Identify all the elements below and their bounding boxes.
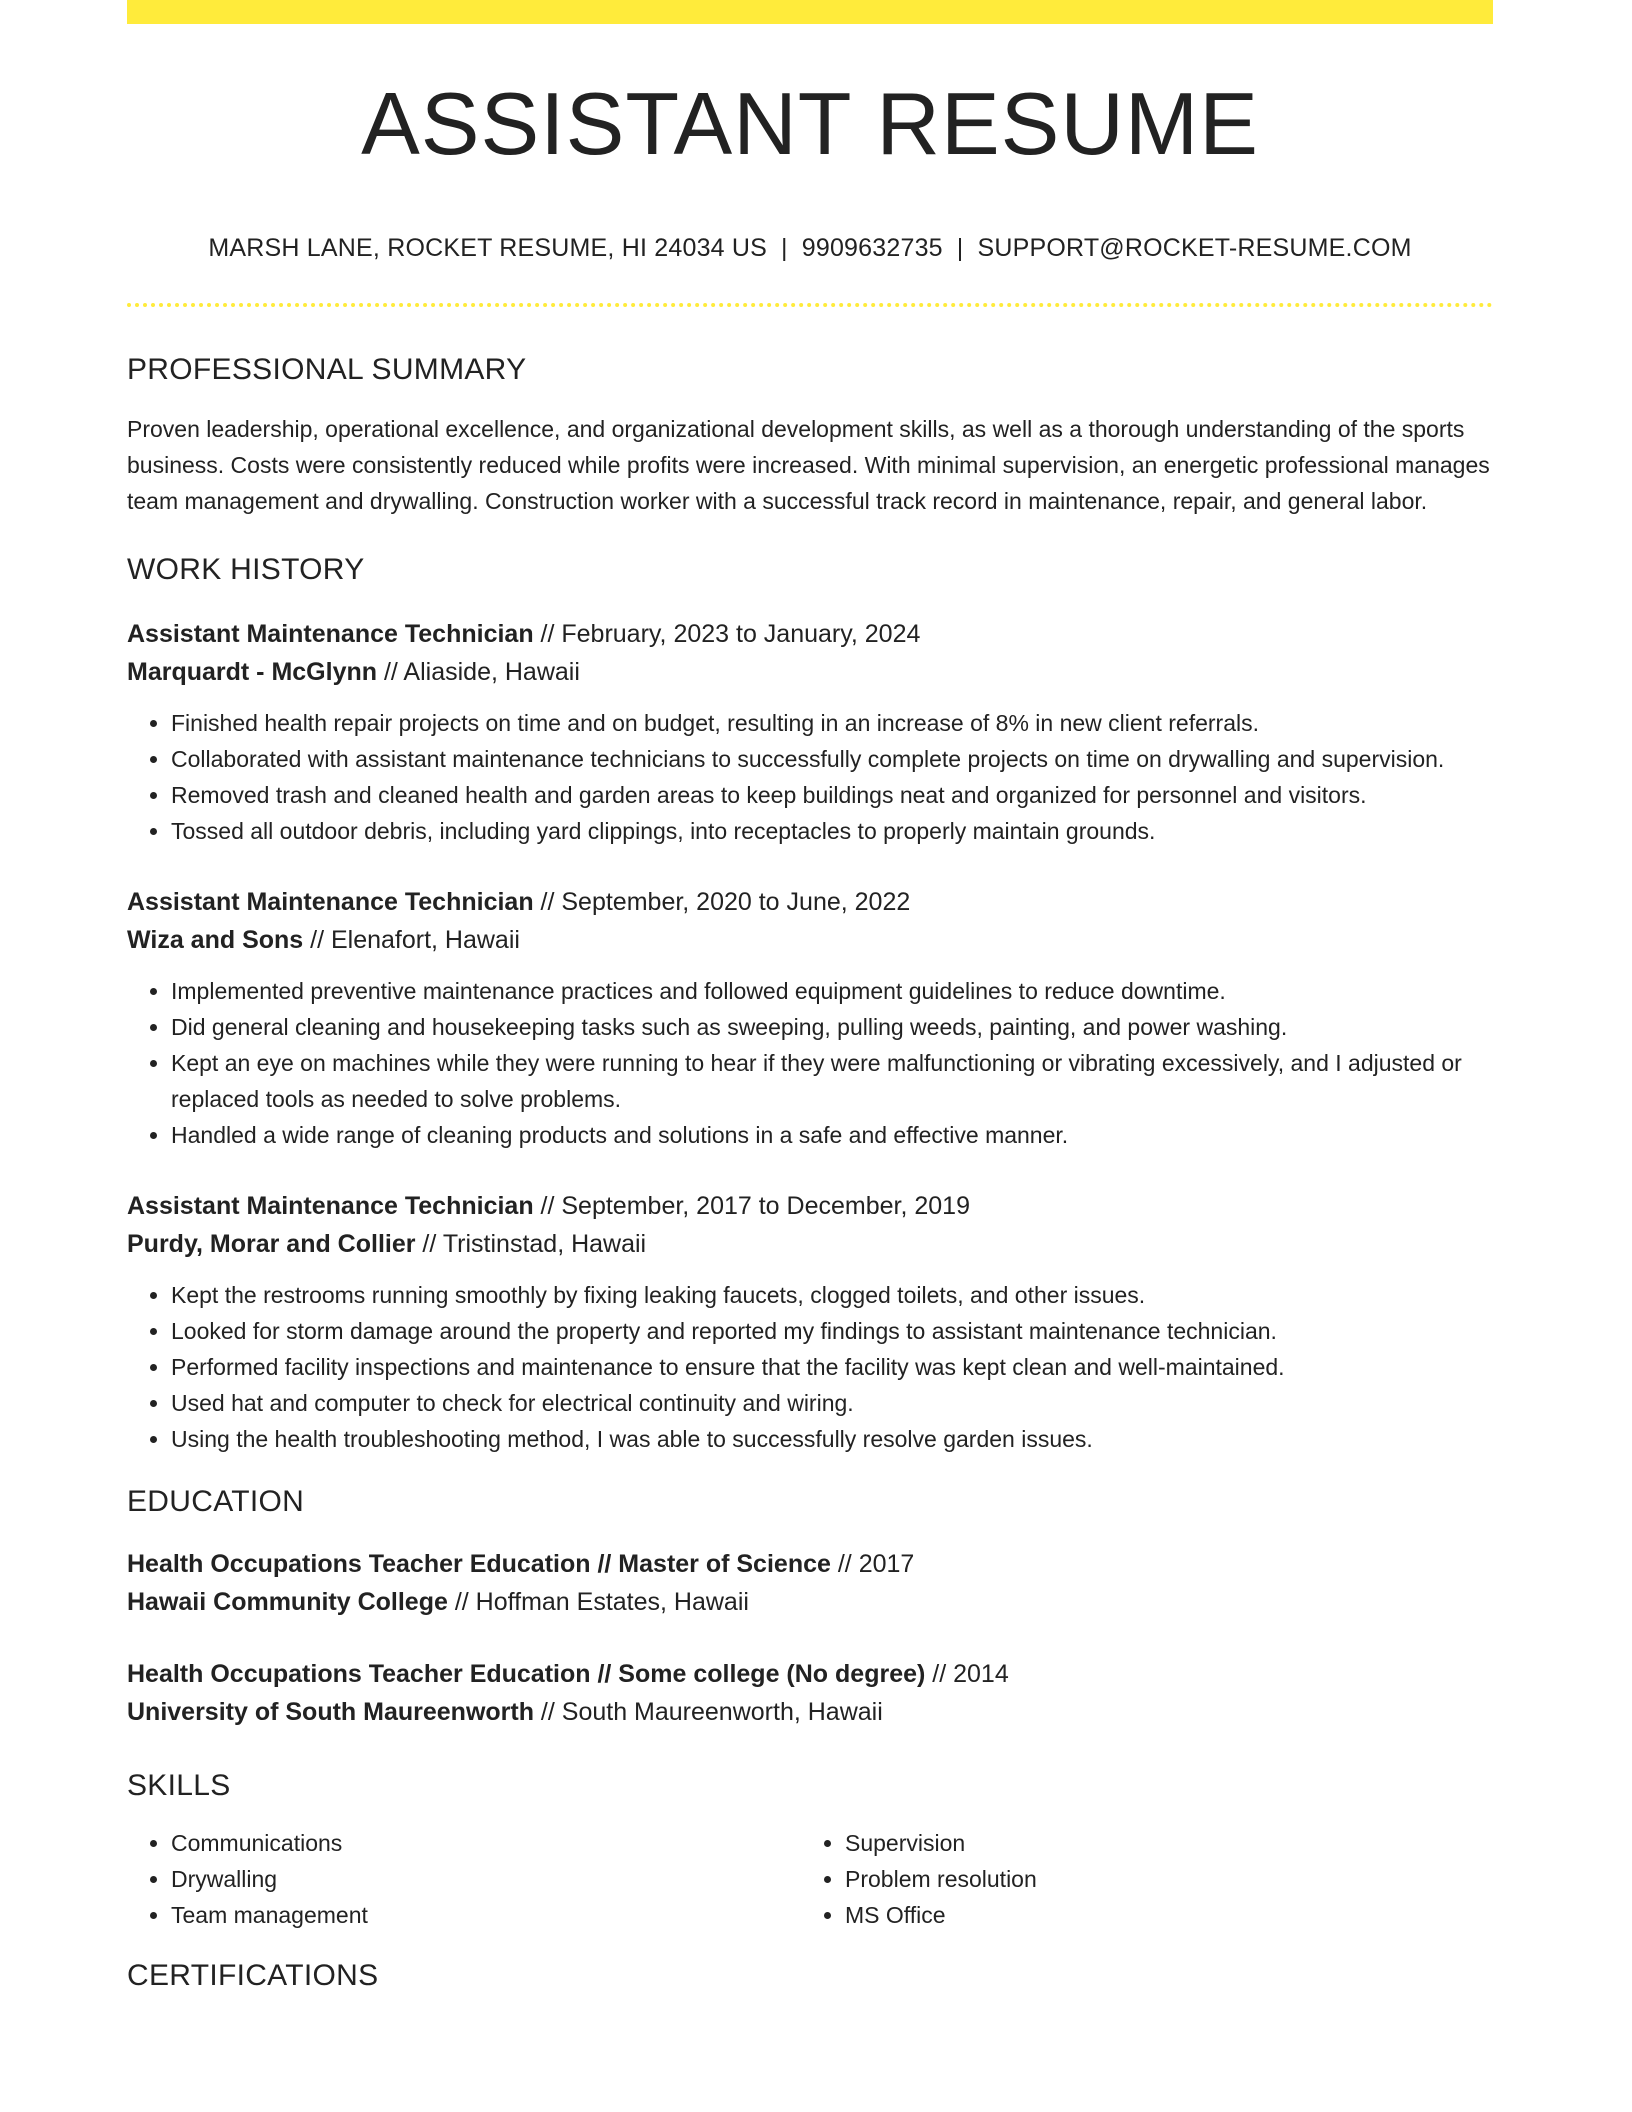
education-location: // South Maureenworth, Hawaii	[533, 1698, 883, 1726]
job-company-line	[127, 921, 1493, 959]
section-title-work-history: WORK HISTORY	[127, 553, 365, 586]
job-title-line	[127, 615, 1493, 653]
skills-grid	[127, 1825, 1493, 1933]
contact-address: MARSH LANE, ROCKET RESUME, HI 24034 US	[208, 234, 768, 262]
section-title-summary: PROFESSIONAL SUMMARY	[127, 353, 527, 386]
summary-text: Proven leadership, operational excellence, and organizational development skills, as well as a thorough understanding of the sports business. Costs were consistently reduced while profits were increased. With minimal supervision, an energetic professional manages team management and drywalling. Construction worker with a successful track record in maintenance, repair, and general labor.	[127, 416, 1490, 514]
job-location: // Aliaside, Hawaii	[377, 658, 580, 686]
education-year: // 2014	[925, 1660, 1009, 1688]
list-item: • Used hat and computer to check for electrical continuity and wiring.	[171, 1385, 1493, 1421]
job-position: Assistant Maintenance Technician	[127, 1192, 534, 1220]
list-item: • Removed trash and cleaned health and garden areas to keep buildings neat and organized for personnel and visitors.	[171, 777, 1493, 813]
resume-page	[127, 0, 1493, 1993]
job-title-line	[127, 883, 1493, 921]
education-school-line	[127, 1693, 1493, 1731]
education-entry	[127, 1545, 1493, 1621]
contact-separator: |	[956, 234, 964, 262]
job-location: // Tristinstad, Hawaii	[415, 1230, 647, 1258]
job-entry	[127, 615, 1493, 849]
skill-item: • Communications	[171, 1825, 801, 1861]
contact-phone: 9909632735	[801, 234, 943, 262]
dotted-divider	[127, 303, 1493, 307]
list-item: • Kept an eye on machines while they were running to hear if they were malfunctioning or vibrating excessively, and I adjusted or replaced tools as needed to solve problems.	[171, 1045, 1493, 1117]
list-item: • Handled a wide range of cleaning products and solutions in a safe and effective manner.	[171, 1117, 1493, 1153]
contact-email: SUPPORT@ROCKET-RESUME.COM	[977, 234, 1412, 262]
job-location: // Elenafort, Hawaii	[303, 926, 520, 954]
skill-item: • Team management	[171, 1897, 801, 1933]
education-school-line	[127, 1583, 1493, 1621]
list-item: • Looked for storm damage around the property and reported my findings to assistant maintenance technician.	[171, 1313, 1493, 1349]
skill-item: • MS Office	[845, 1897, 1475, 1933]
job-bullets	[127, 1277, 1493, 1457]
skill-item: • Problem resolution	[845, 1861, 1475, 1897]
job-dates: // February, 2023 to January, 2024	[533, 620, 921, 648]
contact-line	[127, 234, 1493, 263]
job-bullets	[127, 705, 1493, 849]
education-entry	[127, 1655, 1493, 1731]
list-item: • Finished health repair projects on time and on budget, resulting in an increase of 8% in new client referrals.	[171, 705, 1493, 741]
job-company-line	[127, 653, 1493, 691]
job-company-line	[127, 1225, 1493, 1263]
skill-item: • Drywalling	[171, 1861, 801, 1897]
education-degree: Health Occupations Teacher Education // Master of Science	[127, 1550, 831, 1578]
section-title-education: EDUCATION	[127, 1485, 305, 1518]
job-company: Marquardt - McGlynn	[127, 658, 378, 686]
job-bullets	[127, 973, 1493, 1153]
education-location: // Hoffman Estates, Hawaii	[447, 1588, 749, 1616]
education-degree-line	[127, 1655, 1493, 1693]
contact-separator: |	[781, 234, 788, 262]
job-company: Wiza and Sons	[127, 926, 304, 954]
job-title-line	[127, 1187, 1493, 1225]
list-item: • Did general cleaning and housekeeping tasks such as sweeping, pulling weeds, painting, and power washing.	[171, 1009, 1493, 1045]
resume-title: ASSISTANT RESUME	[361, 74, 1259, 173]
job-entry	[127, 883, 1493, 1153]
list-item: • Collaborated with assistant maintenance technicians to successfully complete projects on time on drywalling and supervision.	[171, 741, 1493, 777]
job-company: Purdy, Morar and Collier	[127, 1230, 416, 1258]
section-title-certifications: CERTIFICATIONS	[127, 1959, 379, 1992]
skills-column-right	[801, 1825, 1475, 1933]
list-item: • Kept the restrooms running smoothly by fixing leaking faucets, clogged toilets, and other issues.	[171, 1277, 1493, 1313]
job-position: Assistant Maintenance Technician	[127, 620, 534, 648]
skills-column-left	[127, 1825, 801, 1933]
list-item: • Performed facility inspections and maintenance to ensure that the facility was kept clean and well-maintained.	[171, 1349, 1493, 1385]
list-item: • Tossed all outdoor debris, including yard clippings, into receptacles to properly maintain grounds.	[171, 813, 1493, 849]
education-degree: Health Occupations Teacher Education // Some college (No degree)	[127, 1660, 926, 1688]
job-dates: // September, 2017 to December, 2019	[533, 1192, 970, 1220]
top-accent-bar	[127, 0, 1493, 24]
job-position: Assistant Maintenance Technician	[127, 888, 534, 916]
education-school: Hawaii Community College	[127, 1588, 448, 1616]
list-item: • Using the health troubleshooting method, I was able to successfully resolve garden issues.	[171, 1421, 1493, 1457]
job-entry	[127, 1187, 1493, 1457]
list-item: • Implemented preventive maintenance practices and followed equipment guidelines to reduce downtime.	[171, 973, 1493, 1009]
section-title-skills: SKILLS	[127, 1769, 231, 1802]
skill-item: • Supervision	[845, 1825, 1475, 1861]
education-year: // 2017	[830, 1550, 915, 1578]
education-school: University of South Maureenworth	[127, 1698, 534, 1726]
education-degree-line	[127, 1545, 1493, 1583]
job-dates: // September, 2020 to June, 2022	[533, 888, 911, 916]
